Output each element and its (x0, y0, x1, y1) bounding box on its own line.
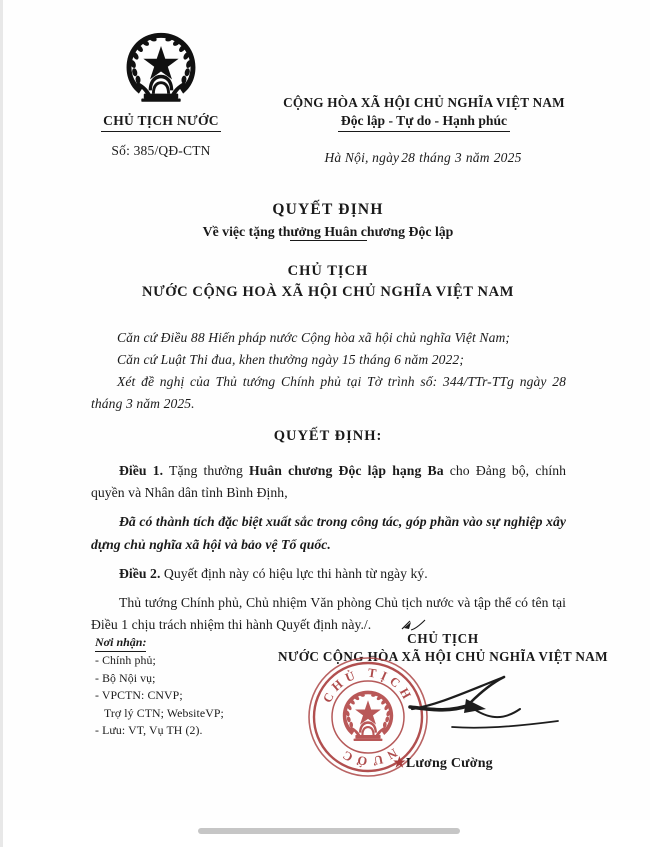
subtitle-part-2: ưởng Huân c (290, 223, 367, 239)
date-month-label: tháng (419, 149, 451, 165)
document-title-block (3, 200, 650, 242)
national-emblem-icon (120, 28, 202, 110)
recipient-item: - Lưu: VT, Vụ TH (2). (95, 723, 203, 738)
recipient-item: - VPCTN: CNVP; (95, 688, 183, 703)
date-year: 2025 (493, 149, 522, 165)
article-2-label: Điều 2. (119, 565, 161, 581)
document-header (3, 28, 650, 188)
award-name: Huân chương Độc lập hạng Ba (249, 463, 444, 478)
article-2-text: Quyết định này có hiệu lực thi hành từ ngày ký. (160, 565, 428, 581)
preamble-clause: Căn cứ Luật Thi đua, khen thưởng ngày 15 tháng 6 năm 2022; (117, 352, 464, 368)
horizontal-scrollbar-thumb[interactable] (198, 828, 460, 834)
date-prefix: Hà Nội, ngày (324, 149, 400, 165)
authority-title: CHỦ TỊCH (287, 263, 369, 279)
preamble-clause: Căn cứ Điều 88 Hiến pháp nước Cộng hòa xã hội chủ nghĩa Việt Nam; (117, 330, 511, 345)
recipients-title: Nơi nhận: (95, 634, 146, 652)
page-title: QUYẾT ĐỊNH (272, 201, 384, 218)
preamble-clause: Xét đề nghị của Thủ tướng Chính phủ tại Tờ trình số: 344/TTr-TTg ngày 28 tháng 3 năm 2025. (91, 374, 566, 412)
closing-text: Thủ tướng Chính phủ, Chủ nhiệm Văn phòng Chủ tịch nước và tập thể có tên tại Điều 1 chịu trách nhiệm thi hành Quyết định này./. (91, 594, 566, 633)
recipient-item: - Chính phủ; (95, 653, 156, 668)
decides-heading: QUYẾT ĐỊNH: (273, 428, 383, 444)
preamble-block (91, 327, 566, 415)
date-day: 28 (401, 149, 416, 165)
svg-text:NƯỚC: NƯỚC (336, 745, 400, 769)
article-1 (91, 460, 566, 504)
horizontal-scrollbar[interactable] (3, 820, 650, 847)
signer-name: ★Lương Cường (393, 756, 493, 771)
decree-document-page (3, 0, 650, 820)
handwritten-signature (408, 665, 578, 755)
document-subtitle (3, 222, 650, 242)
recipient-item: Trợ lý CTN; WebsiteVP; (104, 705, 224, 720)
issuing-authority-block (61, 28, 261, 159)
signer-name-text: Lương Cường (405, 756, 493, 771)
signer-state: NƯỚC CỘNG HÒA XÃ HỘI CHỦ NGHĨA VIỆT NAM (278, 648, 608, 664)
article-1-text-before: Tặng thưởng (163, 463, 250, 478)
subtitle-part-1: Về việc tặng th (202, 223, 291, 239)
date-month: 3 (454, 149, 462, 165)
pen-mark-icon (373, 616, 399, 628)
date-year-label: năm (465, 149, 490, 165)
authority-block (3, 261, 650, 303)
article-2 (91, 563, 566, 585)
svg-text:CHỦ TỊCH: CHỦ TỊCH (320, 665, 416, 706)
national-motto: Độc lập - Tự do - Hạnh phúc (338, 112, 510, 132)
document-body (91, 460, 566, 636)
recipient-item: - Bộ Nội vụ; (95, 670, 156, 685)
article-1-text-after: cho Đảng bộ, chính quyền và Nhân dân tỉnh Bình Định, (91, 463, 566, 501)
document-number: Số: 385/QĐ-CTN (111, 142, 211, 158)
subtitle-part-3: hương Độc lập (366, 223, 454, 239)
signature-block (258, 630, 628, 771)
country-name: CỘNG HÒA XÃ HỘI CHỦ NGHĨA VIỆT NAM (283, 95, 565, 110)
article-1-label: Điều 1. (119, 463, 164, 478)
issue-date (239, 150, 609, 166)
signer-title: CHỦ TỊCH (407, 631, 479, 646)
issuing-authority-name: CHỦ TỊCH NƯỚC (101, 113, 221, 132)
article-1-merit: Đã có thành tích đặc biệt xuất sắc trong công tác, góp phần vào sự nghiệp xây dựng chủ nghĩa xã hội và bảo vệ Tổ quốc. (91, 514, 566, 552)
authority-state: NƯỚC CỘNG HOÀ XÃ HỘI CHỦ NGHĨA VIỆT NAM (142, 284, 514, 301)
national-heading-block (239, 94, 609, 166)
